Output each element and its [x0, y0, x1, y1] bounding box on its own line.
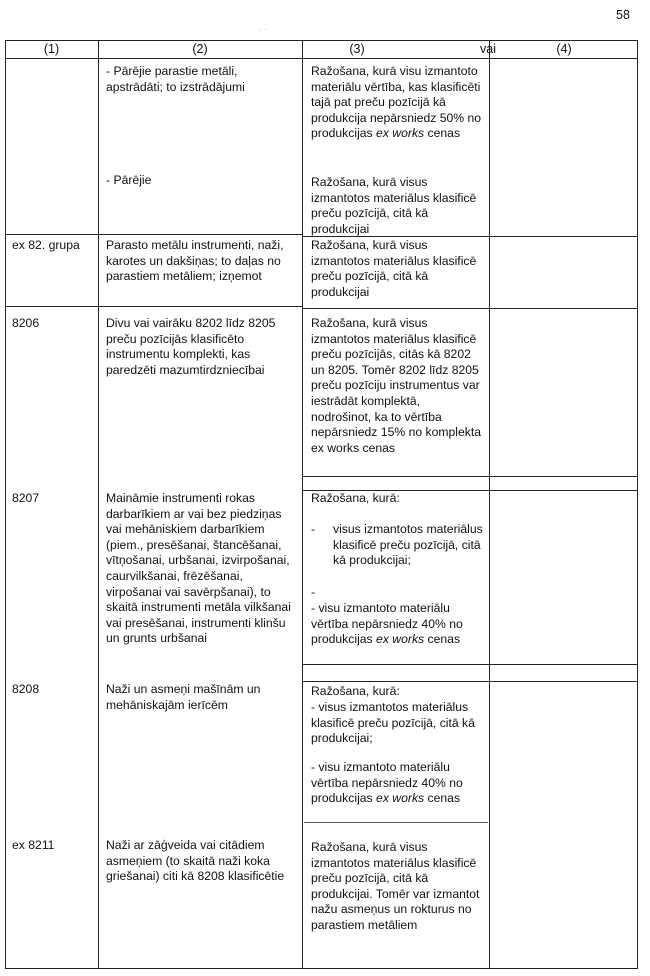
row-code: 8207 — [12, 491, 40, 505]
col-border-1-2 — [98, 40, 99, 969]
row-description: Divu vai vairāku 8202 līdz 8205 preču pozīcijās klasificēto instrumentu komplekti, kas paredzēti mazumtirdzniecībai — [106, 316, 276, 377]
row-separator — [302, 476, 637, 477]
row-rule-intro: Ražošana, kurā: — [311, 684, 400, 698]
row-rule: Ražošana, kurā visus izmantotos materiālus klasificē preču pozīcijā, citā kā produkcijai. Tomēr var izmantot nažu asmeņus un rokturus no parastiem metāliem — [311, 840, 480, 932]
row-rule-mark: - — [311, 585, 316, 599]
row-rule-item: visus izmantotos materiālus klasificē preču pozīcijā, citā kā produkcijai; — [333, 522, 483, 568]
row-description: - Pārējie parastie metāli, apstrādāti; to izstrādājumi — [106, 64, 245, 94]
header-col4: (4) — [556, 42, 572, 56]
row-rule: Ražošana, kurā visu izmantoto materiālu vērtība, kas klasificēti tajā pat preču pozīcijā kā produkcija nepārsniedz 50% no produkcijas ex works cenas — [311, 64, 482, 141]
header-col2: (2) — [192, 42, 208, 56]
table-bottom-border — [5, 968, 637, 969]
row-description: Naži ar zāģveida vai citādiem asmeņiem (to skaitā naži koka griešanai) citi kā 8208 klasificētie — [106, 838, 285, 884]
row-code: ex 8211 — [12, 838, 55, 852]
header-col3: (3) — [349, 42, 365, 56]
col-border-right — [637, 40, 638, 969]
scan-speck: ·. · — [258, 26, 267, 33]
row-separator — [5, 306, 302, 307]
header-col1: (1) — [43, 42, 60, 56]
header-bottom-border — [5, 58, 637, 59]
row-rule: Ražošana, kurā visus izmantotos materiālus klasificē preču pozīcijā, citā kā produkcijai — [311, 238, 477, 299]
col-border-3-4 — [489, 40, 490, 969]
row-rule-item: - visu izmantoto materiālu vērtība nepārsniedz 40% no produkcijas ex works cenas — [311, 760, 463, 806]
row-rule-item: - visus izmantotos materiālus klasificē preču pozīcijā, citā kā produkcijai; — [311, 700, 475, 746]
row-description: - Pārējie — [106, 173, 152, 187]
row-separator — [302, 308, 637, 309]
row-rule-intro: Ražošana, kurā: — [311, 491, 400, 505]
row-separator — [302, 681, 637, 682]
header-vai: vai — [480, 42, 496, 56]
row-rule-dash: - — [311, 522, 316, 536]
row-separator — [302, 664, 637, 665]
page-number: 58 — [616, 8, 630, 22]
row-code: 8208 — [12, 682, 40, 696]
row-description: Parasto metālu instrumenti, naži, karotes un dakšiņas; to daļas no parastiem metāliem; izņemot — [106, 238, 284, 284]
cell-rule — [304, 822, 488, 823]
row-rule: Ražošana, kurā visus izmantotos materiālus klasificē preču pozīcijā, citā kā produkcijai — [311, 175, 477, 236]
row-rule-item: - visu izmantoto materiālu vērtība nepārsniedz 40% no produkcijas ex works cenas — [311, 601, 463, 647]
row-description: Naži un asmeņi mašīnām un mehāniskajām ierīcēm — [106, 682, 261, 712]
row-separator — [5, 234, 302, 235]
row-description: Maināmie instrumenti rokas darbarīkiem ar vai bez piedziņas vai mehāniskiem darbarīkiem (piem., presēšanai, štancēšanai, vītņošanai, urbšanai, izvirpošanai, caurvilkšanai, frēzēšanai, virpošanai vai savērpšanai), to skaitā instrumenti metāla vilkšanai vai presēšanai, instrumenti klinšu un grunts urbšanai — [106, 491, 291, 646]
col-border-left — [5, 40, 6, 969]
row-code: 8206 — [12, 316, 40, 330]
row-code: ex 82. grupa — [12, 238, 80, 252]
row-rule: Ražošana, kurā visus izmantotos materiālus klasificē preču pozīcijās, citās kā 8202 un 8205. Tomēr 8202 līdz 8205 preču pozīciju instrumentus var iestrādāt komplektā, nodrošinot, ka to vērtība nepārsniedz 15% no komplekta ex works cenas — [311, 316, 482, 455]
col-border-2-3 — [302, 40, 303, 969]
